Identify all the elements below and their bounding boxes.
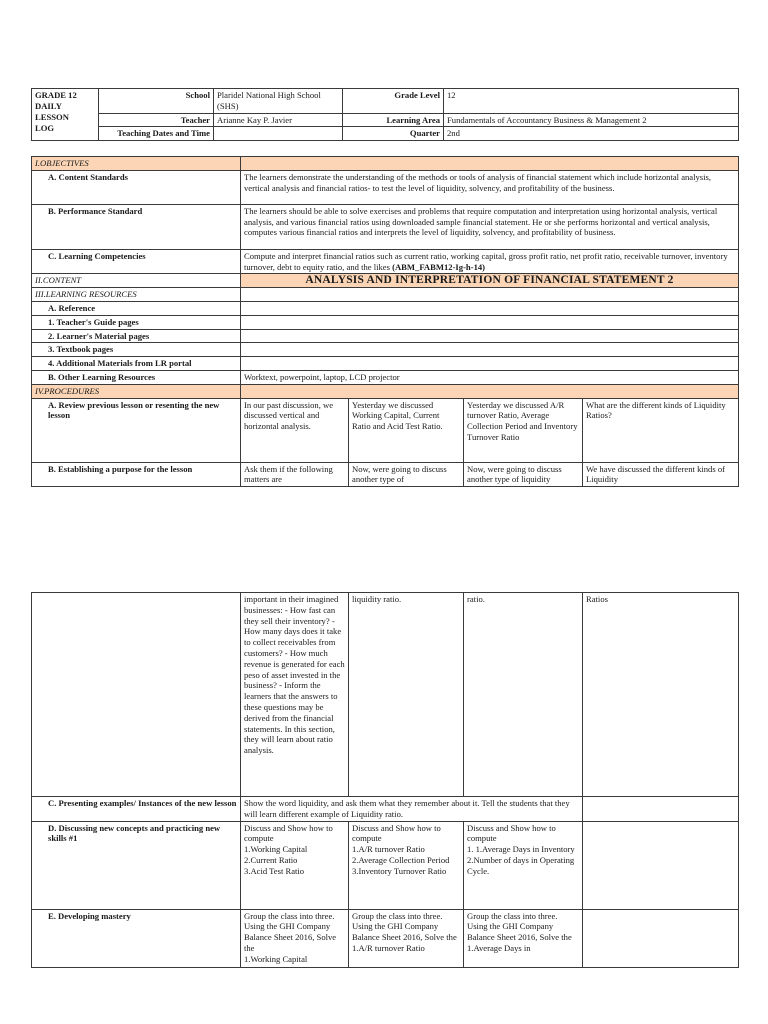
discussing-label: D. Discussing new concepts and practicing new skills #1: [32, 821, 241, 909]
procedures-section: IV.PROCEDURES: [32, 384, 241, 398]
mastery-col-1: Group the class into three. Using the GHI Company Balance Sheet 2016, Solve the 1.Working Capital: [241, 909, 349, 967]
other-resources-label: B. Other Learning Resources: [32, 370, 241, 384]
procedures-section-fill: [241, 384, 739, 398]
dates-value: [214, 127, 343, 141]
objectives-section-fill: [241, 157, 739, 171]
discussing-col-4: [583, 821, 739, 909]
resources-section: III.LEARNING RESOURCES: [32, 288, 241, 302]
competencies-label: C. Learning Competencies: [32, 249, 241, 274]
grade-daily-label: GRADE 12 DAILY LESSON LOG: [32, 89, 99, 141]
learners-material-value: [241, 329, 739, 343]
quarter-label: Quarter: [343, 127, 444, 141]
review-label: A. Review previous lesson or resenting the new lesson: [32, 398, 241, 462]
mastery-col-4: [583, 909, 739, 967]
teacher-label: Teacher: [99, 113, 214, 127]
content-title: ANALYSIS AND INTERPRETATION OF FINANCIAL STATEMENT 2: [241, 274, 739, 288]
review-col-4: What are the different kinds of Liquidity Ratios?: [583, 398, 739, 462]
dates-label: Teaching Dates and Time: [99, 127, 214, 141]
purpose-label: B. Establishing a purpose for the lesson: [32, 462, 241, 487]
competencies-code: (ABM_FABM12-Ig-h-14): [392, 261, 486, 272]
content-section: II.CONTENT: [32, 274, 241, 288]
purpose-continued-col-2: liquidity ratio.: [349, 593, 464, 797]
textbook-label: 3. Textbook pages: [32, 343, 241, 357]
content-standards-label: A. Content Standards: [32, 170, 241, 204]
discussing-col-3: Discuss and Show how to compute 1. 1.Average Days in Inventory 2.Number of days in Operating Cycle.: [464, 821, 583, 909]
school-value: Plaridel National High School (SHS): [214, 89, 343, 114]
review-col-3: Yesterday we discussed A/R turnover Ratio, Average Collection Period and Inventory Turnover Ratio: [464, 398, 583, 462]
purpose-col-2: Now, were going to discuss another type of: [349, 462, 464, 487]
purpose-continued-col-1: important in their imagined businesses: - How fast can they sell their inventory? - How many days does it take to collect receivables from customers? - How much revenue is generated for each peso of asset invested in the business? - Inform the learners that the answers to these questions may be derived from the financial statements. In this section, they will learn about ratio analysis.: [241, 593, 349, 797]
performance-standard-text: The learners should be able to solve exercises and problems that require computation and interpretation using horizontal analysis, vertical analysis, and various financial ratios using downloaded sample financial statement. He or she performs horizontal and vertical analysis, computes various financial ratios and interprets the level of liquidity, solvency, and profitability of business.: [241, 204, 739, 249]
school-label: School: [99, 89, 214, 114]
competencies-text: Compute and interpret financial ratios such as current ratio, working capital, gross profit ratio, net profit ratio, receivable turnover, inventory turnover, debt to equity ratio, and the likes (ABM_FABM12-Ig-h-14): [241, 249, 739, 274]
purpose-col-1: Ask them if the following matters are: [241, 462, 349, 487]
discussing-col-2: Discuss and Show how to compute 1.A/R turnover Ratio 2.Average Collection Period 3.Inventory Turnover Ratio: [349, 821, 464, 909]
discussing-col-1: Discuss and Show how to compute 1.Working Capital 2.Current Ratio 3.Acid Test Ratio: [241, 821, 349, 909]
teachers-guide-value: [241, 315, 739, 329]
lesson-table-page2: [31, 592, 739, 968]
teacher-value: Arianne Kay P. Javier: [214, 113, 343, 127]
review-col-2: Yesterday we discussed Working Capital, Current Ratio and Acid Test Ratio.: [349, 398, 464, 462]
learning-area-label: Learning Area: [343, 113, 444, 127]
performance-standard-label: B. Performance Standard: [32, 204, 241, 249]
textbook-value: [241, 343, 739, 357]
examples-col-4: [583, 797, 739, 822]
additional-materials-value: [241, 357, 739, 371]
header-table: [31, 88, 739, 141]
grade-level-value: 12: [444, 89, 739, 114]
mastery-col-3: Group the class into three. Using the GHI Company Balance Sheet 2016, Solve the 1.Average Days in: [464, 909, 583, 967]
content-standards-text: The learners demonstrate the understanding of the methods or tools of analysis of financial statement which include horizontal analysis, vertical analysis and financial ratios- to test the level of liquidity, solvency, and profitability of the business.: [241, 170, 739, 204]
reference-label: A. Reference: [32, 301, 241, 315]
additional-materials-label: 4. Additional Materials from LR portal: [32, 357, 241, 371]
resources-section-fill: [241, 288, 739, 302]
examples-text: Show the word liquidity, and ask them what they remember about it. Tell the students that they will learn different example of Liquidity ratio.: [241, 797, 583, 822]
purpose-col-3: Now, were going to discuss another type of liquidity: [464, 462, 583, 487]
objectives-section: I.OBJECTIVES: [32, 157, 241, 171]
teachers-guide-label: 1. Teacher's Guide pages: [32, 315, 241, 329]
examples-label: C. Presenting examples/ Instances of the new lesson: [32, 797, 241, 822]
other-resources-value: Worktext, powerpoint, laptop, LCD projector: [241, 370, 739, 384]
purpose-continued-col-4: Ratios: [583, 593, 739, 797]
purpose-continued-col-3: ratio.: [464, 593, 583, 797]
purpose-col-4: We have discussed the different kinds of Liquidity: [583, 462, 739, 487]
quarter-value: 2nd: [444, 127, 739, 141]
learning-area-value: Fundamentals of Accountancy Business & Management 2: [444, 113, 739, 127]
mastery-label: E. Developing mastery: [32, 909, 241, 967]
lesson-table-page1: [31, 156, 739, 487]
mastery-col-2: Group the class into three. Using the GHI Company Balance Sheet 2016, Solve the 1.A/R turnover Ratio: [349, 909, 464, 967]
reference-value: [241, 301, 739, 315]
purpose-continued-label: [32, 593, 241, 797]
learners-material-label: 2. Learner's Material pages: [32, 329, 241, 343]
review-col-1: In our past discussion, we discussed vertical and horizontal analysis.: [241, 398, 349, 462]
grade-level-label: Grade Level: [343, 89, 444, 114]
